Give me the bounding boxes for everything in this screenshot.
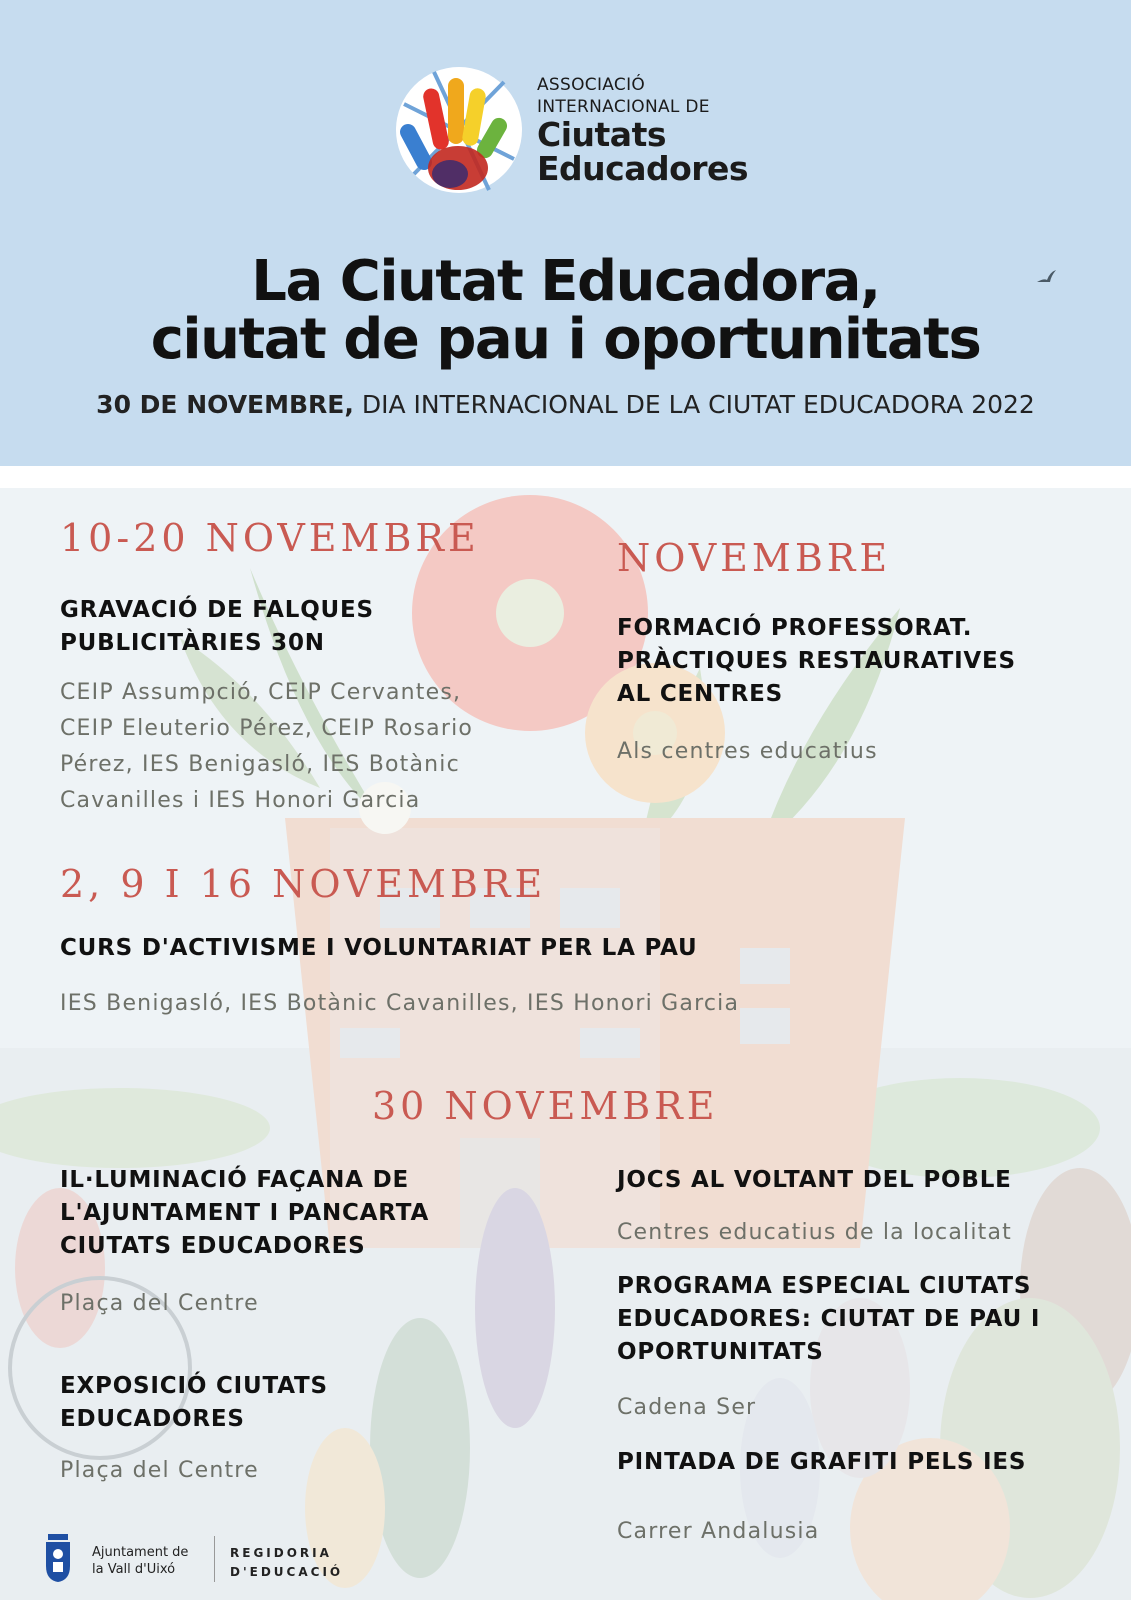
event-title-line: PUBLICITÀRIES 30N: [60, 630, 325, 656]
event-title-grafiti: PINTADA DE GRAFITI PELS IES: [617, 1449, 1027, 1475]
event-location-formacio: Als centres educatius: [617, 739, 878, 764]
event-title-line: PRÀCTIQUES RESTAURATIVES: [617, 648, 1016, 674]
location-line: Cavanilles i IES Honori Garcia: [60, 788, 421, 813]
page-title-line-2: ciutat de pau i oportunitats: [150, 307, 981, 372]
section-date-novembre: NOVEMBRE: [617, 536, 892, 580]
hand-logo-icon: [394, 64, 528, 198]
section-date-10-20-novembre: 10-20 NOVEMBRE: [60, 516, 480, 560]
event-location-falques: [60, 675, 473, 819]
logo-text: [537, 74, 748, 186]
section-date-30-novembre: 30 NOVEMBRE: [372, 1084, 719, 1128]
event-title-falques: [60, 594, 374, 660]
event-title-activisme: CURS D'ACTIVISME I VOLUNTARIAT PER LA PAU: [60, 935, 698, 961]
event-title-line: FORMACIÓ PROFESSORAT.: [617, 615, 973, 641]
location-line: Pérez, IES Benigasló, IES Botànic: [60, 752, 460, 777]
divider-strip: [0, 466, 1131, 488]
logo-line-1: ASSOCIACIÓ: [537, 75, 646, 95]
town-crest-icon: [44, 1532, 72, 1584]
event-location-activisme: IES Benigasló, IES Botànic Cavanilles, IES Honori Garcia: [60, 991, 740, 1016]
event-location-jocs: Centres educatius de la localitat: [617, 1220, 1012, 1245]
event-location-exposicio: Plaça del Centre: [60, 1458, 259, 1483]
ajuntament-label: [92, 1544, 188, 1578]
logo-line-4: Educadores: [537, 149, 749, 188]
event-title-line: GRAVACIÓ DE FALQUES: [60, 597, 374, 623]
event-title-line: L'AJUNTAMENT I PANCARTA: [60, 1200, 430, 1226]
logo-line-3: Ciutats: [537, 115, 666, 154]
footer-divider: [214, 1536, 215, 1582]
event-location-illuminacio: Plaça del Centre: [60, 1291, 259, 1316]
regidoria-line: REGIDORIA: [230, 1546, 332, 1560]
regidoria-label: [230, 1544, 343, 1582]
event-title-line: EDUCADORES: [60, 1406, 245, 1432]
ajuntament-line: Ajuntament de: [92, 1545, 189, 1560]
subtitle-date: 30 DE NOVEMBRE,: [96, 390, 354, 419]
location-line: CEIP Eleuterio Pérez, CEIP Rosario: [60, 716, 474, 741]
header-banner: [0, 0, 1131, 466]
logo-line-2: INTERNACIONAL DE: [537, 97, 710, 117]
page-title-line-1: La Ciutat Educadora,: [251, 249, 880, 314]
event-location-grafiti: Carrer Andalusia: [617, 1519, 820, 1544]
event-title-illuminacio: [60, 1164, 429, 1263]
footer-logos: [44, 1530, 364, 1590]
event-title-jocs: JOCS AL VOLTANT DEL POBLE: [617, 1167, 1012, 1193]
event-title-line: OPORTUNITATS: [617, 1339, 824, 1365]
event-title-line: AL CENTRES: [617, 681, 783, 707]
event-title-exposicio: [60, 1370, 328, 1436]
regidoria-line: D'EDUCACIÓ: [230, 1565, 344, 1579]
event-title-programa: [617, 1270, 1040, 1369]
ajuntament-line: la Vall d'Uixó: [92, 1562, 176, 1577]
location-line: CEIP Assumpció, CEIP Cervantes,: [60, 680, 462, 705]
event-title-line: IL·LUMINACIÓ FAÇANA DE: [60, 1167, 409, 1193]
event-title-line: EDUCADORES: CIUTAT DE PAU I: [617, 1306, 1041, 1332]
event-title-formacio: [617, 612, 1016, 711]
page-subtitle: [0, 390, 1131, 419]
event-location-programa: Cadena Ser: [617, 1395, 757, 1420]
section-date-2-9-16-novembre: 2, 9 I 16 NOVEMBRE: [60, 862, 547, 906]
association-logo: [394, 64, 754, 198]
event-title-line: EXPOSICIÓ CIUTATS: [60, 1373, 328, 1399]
event-title-line: PROGRAMA ESPECIAL CIUTATS: [617, 1273, 1032, 1299]
subtitle-rest: DIA INTERNACIONAL DE LA CIUTAT EDUCADORA 2022: [353, 390, 1035, 419]
event-title-line: CIUTATS EDUCADORES: [60, 1233, 366, 1259]
